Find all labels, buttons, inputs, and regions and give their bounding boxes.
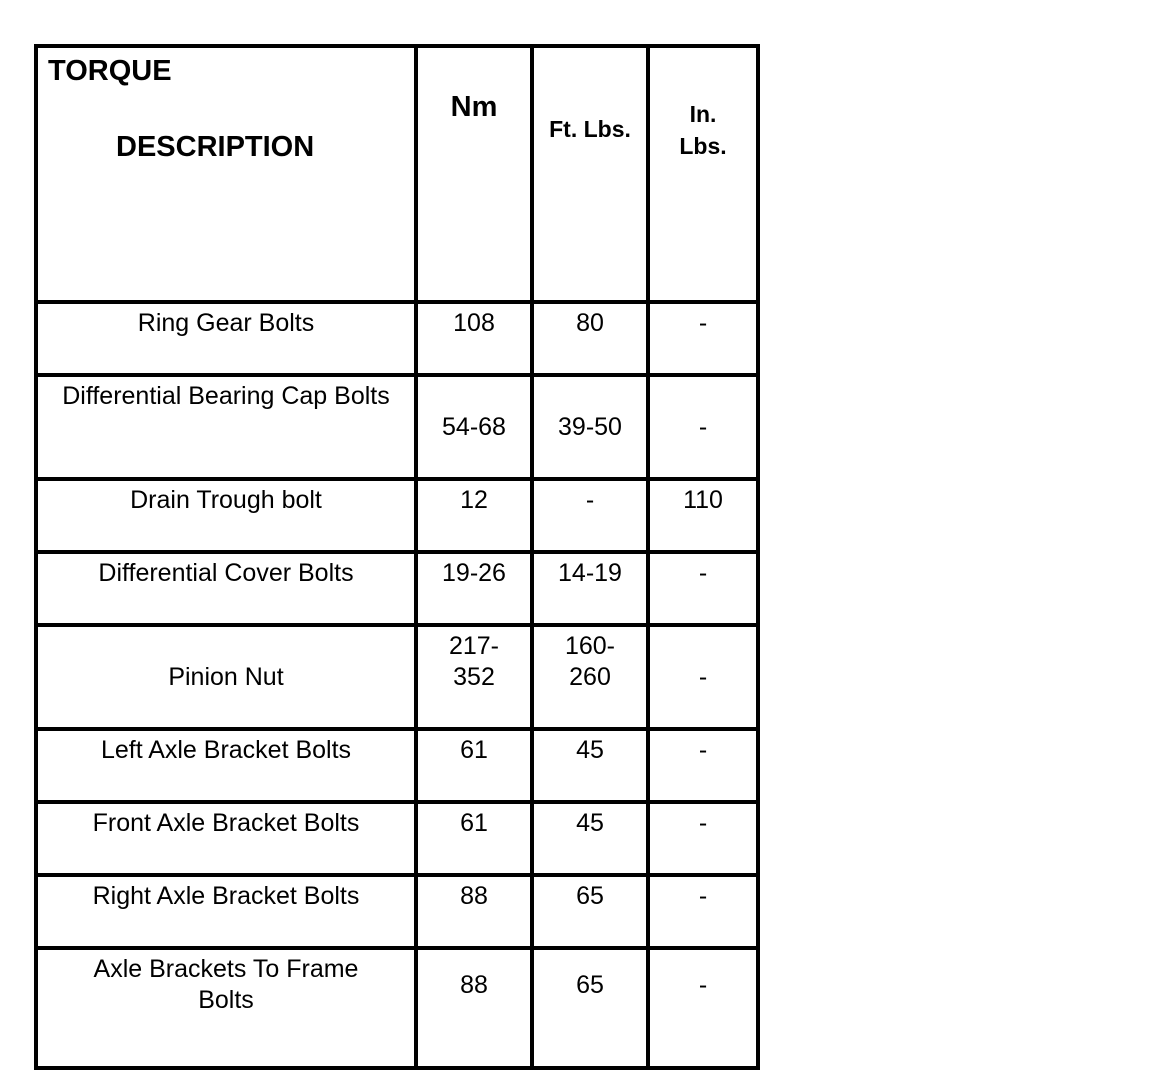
torque-spec-table: [34, 44, 760, 1070]
table-row: [36, 302, 758, 375]
row-ft-lbs: 45: [532, 729, 648, 802]
row-description: Left Axle Bracket Bolts: [36, 729, 416, 802]
table-row: [36, 479, 758, 552]
row-ft-lbs: 14-19: [532, 552, 648, 625]
row-nm: 88: [416, 948, 532, 1068]
row-in-lbs: -: [648, 375, 758, 479]
row-nm: 88: [416, 875, 532, 948]
row-ft-lbs: 160-260: [532, 625, 648, 729]
row-description: Axle Brackets To Frame Bolts: [36, 948, 416, 1068]
header-in-lbs-line1: In.: [689, 101, 717, 127]
row-in-lbs: -: [648, 302, 758, 375]
header-in-lbs-line2: Lbs.: [679, 133, 727, 159]
row-nm: 19-26: [416, 552, 532, 625]
header-torque-label: TORQUE: [48, 55, 172, 87]
header-nm: Nm: [416, 46, 532, 302]
row-ft-lbs: 39-50: [532, 375, 648, 479]
row-nm: 54-68: [416, 375, 532, 479]
row-nm: 61: [416, 802, 532, 875]
row-ft-lbs: 65: [532, 948, 648, 1068]
row-ft-lbs: 65: [532, 875, 648, 948]
row-in-lbs: -: [648, 802, 758, 875]
row-description: Right Axle Bracket Bolts: [36, 875, 416, 948]
table-row: [36, 375, 758, 479]
row-nm: 217-352: [416, 625, 532, 729]
row-ft-lbs: -: [532, 479, 648, 552]
row-description: Front Axle Bracket Bolts: [36, 802, 416, 875]
row-description: Differential Cover Bolts: [36, 552, 416, 625]
row-description: Drain Trough bolt: [36, 479, 416, 552]
header-ft-lbs: Ft. Lbs.: [532, 46, 648, 302]
header-in-lbs: [648, 46, 758, 302]
table-row: [36, 875, 758, 948]
table-row: [36, 802, 758, 875]
table-row: [36, 948, 758, 1068]
header-description-label: DESCRIPTION: [116, 131, 315, 163]
row-nm: 61: [416, 729, 532, 802]
table-row: [36, 552, 758, 625]
table-row: [36, 729, 758, 802]
row-in-lbs: -: [648, 948, 758, 1068]
row-in-lbs: 110: [648, 479, 758, 552]
row-in-lbs: -: [648, 729, 758, 802]
row-in-lbs: -: [648, 875, 758, 948]
table-row: [36, 625, 758, 729]
row-description: Differential Bearing Cap Bolts: [36, 375, 416, 479]
row-nm: 108: [416, 302, 532, 375]
row-in-lbs: -: [648, 552, 758, 625]
row-in-lbs: -: [648, 625, 758, 729]
row-ft-lbs: 45: [532, 802, 648, 875]
row-ft-lbs: 80: [532, 302, 648, 375]
row-nm: 12: [416, 479, 532, 552]
table-header-row: [36, 46, 758, 302]
row-description: Pinion Nut: [36, 625, 416, 729]
row-description: Ring Gear Bolts: [36, 302, 416, 375]
header-description: [36, 46, 416, 302]
